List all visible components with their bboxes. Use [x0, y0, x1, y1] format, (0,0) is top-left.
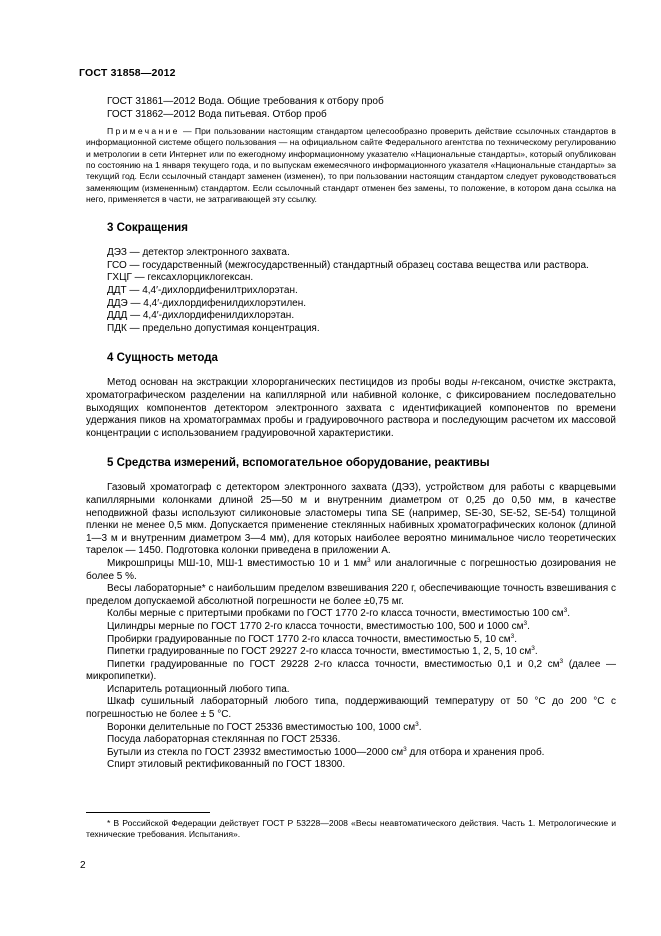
equipment-list	[86, 482, 616, 772]
abbreviation-item: ГХЦГ — гексахлорциклогексан.	[107, 272, 254, 284]
abbreviations-list	[86, 247, 616, 335]
superscript: 3	[523, 619, 528, 627]
equipment-paragraph: Посуда лабораторная стеклянная по ГОСТ 25336.	[107, 734, 341, 746]
equipment-paragraph	[86, 634, 616, 647]
footnote-marker: *	[201, 583, 206, 595]
equipment-paragraph: Шкаф сушильный лабораторный любого типа, поддерживающий температуру от 50 °С до 200 °С с погрешностью не более ± 5 °С.	[86, 696, 616, 721]
equipment-paragraph	[86, 621, 616, 634]
superscript: 3	[563, 607, 568, 615]
references-list	[86, 96, 616, 121]
equipment-text: для отбора и хранения проб.	[406, 746, 545, 758]
document-code: ГОСТ 31858—2012	[79, 67, 176, 79]
punctuation: .	[514, 633, 518, 645]
abbreviation-item: ДДД — 4,4′-дихлордифенилдихлорэтан.	[107, 310, 295, 322]
equipment-text: Бутыли из стекла по ГОСТ 23932 вместимостью 1000—2000 см	[107, 746, 404, 758]
equipment-paragraph	[86, 583, 616, 608]
reference-item: ГОСТ 31861—2012 Вода. Общие требования к отбору проб	[107, 96, 384, 107]
punctuation: .	[534, 646, 538, 658]
note-text: — При пользовании настоящим стандартом целесообразно проверить действие ссылочных стандартов в информационной системе общего пользования — на официальном сайте Федерального агентства по техническому регулированию и метрологии в сети Интернет или по ежегодному информационному указателю «Национальные стандарты», который опубликован по состоянию на 1 января текущего года, и по выпускам ежемесячного информационного указателя «Национальные стандарты» за текущий год. Если ссылочный стандарт заменен (изменен), то при пользовании настоящим стандартом следует руководствоваться заменяющим (измененным) стандартом. Если ссылочный стандарт отменен без замены, то положение, в котором дана ссылка на него, применяется в части, не затрагивающей эту ссылку.	[86, 126, 616, 204]
abbreviation-item: ДДТ — 4,4′-дихлордифенилтрихлорэтан.	[107, 285, 298, 297]
section-3-title: 3 Сокращения	[107, 222, 188, 235]
equipment-paragraph: Спирт этиловый ректификованный по ГОСТ 18300.	[107, 759, 346, 771]
punctuation: .	[527, 620, 530, 632]
abbreviation-item: ДЭЗ — детектор электронного захвата.	[107, 247, 290, 259]
punctuation: .	[567, 608, 571, 620]
equipment-paragraph: Газовый хроматограф с детектором электронного захвата (ДЭЗ), устройством для работы с кварцевыми капиллярными колонками длиной 25—50 м и внутренним диаметром от 0,25 до 0,50 мм, в качестве неподвижной фазы используют силиконовые эластомеры типа SE (например, SE-30, SE-52, SE-54) толщиной пленки не менее 0,5 мкм. Допускается применение стеклянных набивных хроматографических колонок (длиной 1—3 м и внутренним диаметром 3—4 мм), для которых наиболее вероятно минимальное число теоретических тарелок — 1450. Подготовка колонки приведена в приложении А.	[86, 482, 616, 557]
equipment-paragraph	[86, 747, 616, 760]
punctuation: .	[418, 721, 422, 733]
equipment-text: Воронки делительные по ГОСТ 25336 вместимостью 100, 1000 см	[107, 721, 416, 733]
abbreviation-item: ГСО — государственный (межгосударственный) стандартный образец состава вещества или раствора.	[107, 259, 589, 271]
superscript: 3	[510, 632, 515, 640]
abbreviation-item: ПДК — предельно допустимая концентрация.	[107, 322, 320, 334]
equipment-paragraph	[86, 558, 616, 583]
equipment-paragraph	[86, 722, 616, 735]
equipment-paragraph	[86, 646, 616, 659]
footnote-divider	[86, 812, 210, 813]
method-paragraph	[86, 377, 616, 440]
equipment-text: Пробирки градуированные по ГОСТ 1770 2-го класса точности, вместимостью 5, 10 см	[107, 633, 511, 645]
superscript: 3	[559, 657, 564, 665]
equipment-paragraph	[86, 608, 616, 621]
equipment-text: с наибольшим пределом взвешивания 220 г, обеспечивающие точность взвешивания с пределом допускаемой абсолютной погрешности не более ±0,75 мг.	[86, 583, 617, 607]
footnote: * В Российской Федерации действует ГОСТ Р 53228—2008 «Весы неавтоматического действия. Часть 1. Метрологические и технические требования. Испытания».	[86, 818, 616, 840]
superscript: 3	[415, 720, 419, 728]
reference-item: ГОСТ 31862—2012 Вода питьевая. Отбор проб	[107, 108, 327, 120]
section-5-title: 5 Средства измерений, вспомогательное оборудование, реактивы	[107, 457, 490, 470]
equipment-text: или аналогичные с погрешностью дозирования не более 5 %.	[86, 557, 617, 582]
method-text: Метод основан на экстракции хлорорганических пестицидов из пробы воды	[107, 377, 472, 389]
page-number: 2	[80, 860, 86, 871]
abbreviation-item: ДДЭ — 4,4′-дихлордифенилдихлорэтилен.	[107, 297, 307, 309]
superscript: 3	[367, 556, 371, 564]
method-text: -гексаном, очистке экстракта, хроматографическом разделении на капиллярной или набивной колонке, с фиксированием последовательно выходящих компонентов детектором электронного захвата с идентификацией компонентов по времени удержания пиков на хроматограммах пробы и градуировочного раствора и последующим расчетом их массовой концентрации с использованием градуировочной характеристики.	[86, 377, 616, 439]
equipment-text: (далее — микропипетки).	[86, 658, 616, 683]
superscript: 3	[531, 645, 535, 653]
equipment-text: Микрошприцы МШ-10, МШ-1 вместимостью 10 и 1 мм	[107, 557, 368, 569]
equipment-text: Пипетки градуированные по ГОСТ 29227 2-го класса точности, вместимостью 1, 2, 5, 10 см	[107, 646, 532, 658]
note-paragraph	[86, 126, 616, 205]
equipment-text: Колбы мерные с притертыми пробками по ГОСТ 1770 2-го класса точности, вместимостью 100 см	[107, 608, 564, 620]
equipment-paragraph: Испаритель ротационный любого типа.	[107, 683, 290, 695]
equipment-text: Цилиндры мерные по ГОСТ 1770 2-го класса точности, вместимостью 100, 500 и 1000 см	[107, 620, 524, 632]
document-body	[86, 96, 616, 772]
equipment-paragraph	[86, 659, 616, 684]
superscript: 3	[403, 745, 407, 753]
section-4-title: 4 Сущность метода	[107, 352, 218, 365]
equipment-text: Весы лабораторные	[107, 583, 202, 595]
method-text-italic: н	[471, 377, 478, 389]
equipment-text: Пипетки градуированные по ГОСТ 29228 2-го класса точности, вместимостью 0,1 и 0,2 см	[107, 658, 560, 670]
note-label: Примечание	[107, 126, 180, 137]
